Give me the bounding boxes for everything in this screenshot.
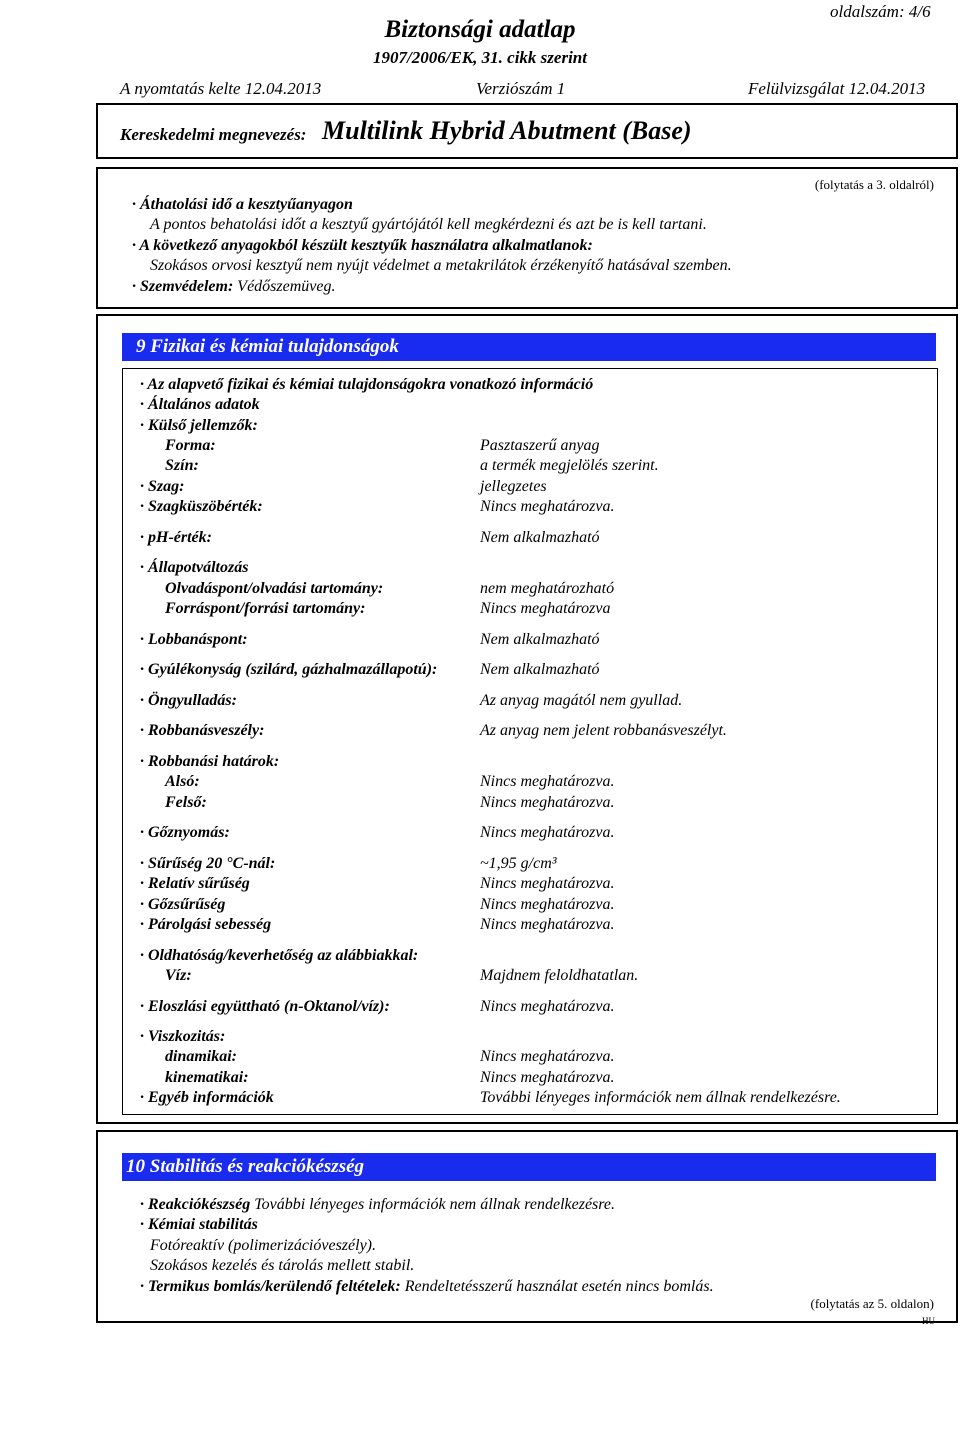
property-value: jellegzetes bbox=[480, 478, 547, 495]
property-value: Nincs meghatározva. bbox=[480, 498, 615, 515]
print-date: A nyomtatás kelte 12.04.2013 bbox=[120, 79, 322, 98]
property-value: Nem alkalmazható bbox=[480, 529, 600, 546]
continuation-from-note: (folytatás a 3. oldalról) bbox=[814, 177, 934, 192]
property-value: Nem alkalmazható bbox=[480, 661, 600, 678]
continuation-to-note: (folytatás az 5. oldalon) bbox=[810, 1296, 934, 1311]
chemical-stability-line1: Fotóreaktív (polimerizációveszély). bbox=[150, 1237, 376, 1254]
property-label: · Egyéb információk bbox=[140, 1089, 274, 1106]
property-label: dinamikai: bbox=[165, 1048, 238, 1065]
property-label: · Viszkozitás: bbox=[140, 1028, 226, 1045]
property-label: · Párolgási sebesség bbox=[140, 916, 272, 933]
property-label: Forma: bbox=[165, 437, 216, 454]
trade-name-label: Kereskedelmi megnevezés: bbox=[120, 125, 307, 144]
chemical-stability-label: · Kémiai stabilitás bbox=[140, 1216, 258, 1233]
revision-date: Felülvizsgálat 12.04.2013 bbox=[748, 79, 926, 98]
property-value: Nincs meghatározva. bbox=[480, 916, 615, 933]
property-label: · Állapotváltozás bbox=[140, 559, 249, 576]
unsuitable-title: · A következő anyagokból készült kesztyűk használatra alkalmatlanok: bbox=[132, 237, 593, 254]
property-label: Forráspont/forrási tartomány: bbox=[165, 600, 366, 617]
property-label: · pH-érték: bbox=[140, 529, 212, 546]
property-value: Nincs meghatározva. bbox=[480, 875, 615, 892]
property-value: nem meghatározható bbox=[480, 580, 615, 597]
property-label: · Szag: bbox=[140, 478, 185, 495]
property-label: · Gyúlékonyság (szilárd, gázhalmazállapotú): bbox=[140, 661, 438, 678]
property-value: Nincs meghatározva. bbox=[480, 896, 615, 913]
property-value: Nincs meghatározva. bbox=[480, 824, 615, 841]
property-value: Majdnem feloldhatatlan. bbox=[480, 967, 639, 984]
property-label: Víz: bbox=[165, 967, 192, 984]
property-label: Felső: bbox=[165, 794, 207, 811]
reactivity-row: · Reakciókészség További lényeges információk nem állnak rendelkezésre. bbox=[140, 1196, 615, 1213]
language-code: HU bbox=[922, 1316, 935, 1326]
property-label: · Általános adatok bbox=[140, 396, 260, 413]
property-label: · Öngyulladás: bbox=[140, 692, 237, 709]
property-label: · Relatív sűrűség bbox=[140, 875, 250, 892]
property-value: További lényeges információk nem állnak rendelkezésre. bbox=[480, 1089, 841, 1106]
property-value: ~1,95 g/cm³ bbox=[480, 855, 557, 872]
property-label: · Robbanásveszély: bbox=[140, 722, 265, 739]
property-value: Nincs meghatározva. bbox=[480, 773, 615, 790]
permeation-text: A pontos behatolási időt a kesztyű gyártójától kell megkérdezni és azt be is kell tartani. bbox=[150, 216, 707, 233]
property-label: Szín: bbox=[165, 457, 199, 474]
unsuitable-text: Szokásos orvosi kesztyű nem nyújt védelmet a metakrilátok érzékenyítő hatásával szemben. bbox=[150, 257, 732, 274]
property-value: Nincs meghatározva. bbox=[480, 998, 615, 1015]
property-label: · Eloszlási együttható (n-Oktanol/víz): bbox=[140, 998, 390, 1015]
eye-protection: · Szemvédelem: Védőszemüveg. bbox=[132, 278, 336, 295]
property-label: · Gőznyomás: bbox=[140, 824, 230, 841]
property-label: kinematikai: bbox=[165, 1069, 249, 1086]
property-value: Nincs meghatározva. bbox=[480, 1048, 615, 1065]
permeation-title: · Áthatolási idő a kesztyűanyagon bbox=[132, 196, 353, 213]
property-label: Alsó: bbox=[165, 773, 200, 790]
property-value: Az anyag magától nem gyullad. bbox=[480, 692, 683, 709]
property-value: Nincs meghatározva. bbox=[480, 794, 615, 811]
property-label: · Robbanási határok: bbox=[140, 753, 280, 770]
property-label: · Külső jellemzők: bbox=[140, 417, 258, 434]
property-value: Nincs meghatározva. bbox=[480, 1069, 615, 1086]
property-value: Nincs meghatározva bbox=[480, 600, 611, 617]
section10-title: 10 Stabilitás és reakciókészség bbox=[122, 1153, 936, 1181]
thermal-decomposition-row: · Termikus bomlás/kerülendő feltételek: Rendeltetésszerű használat esetén nincs bomlás. bbox=[140, 1278, 714, 1295]
property-value: a termék megjelölés szerint. bbox=[480, 457, 659, 474]
property-label: · Lobbanáspont: bbox=[140, 631, 248, 648]
page-number: oldalszám: 4/6 bbox=[830, 2, 931, 21]
trade-name-value: Multilink Hybrid Abutment (Base) bbox=[322, 116, 692, 145]
chemical-stability-line2: Szokásos kezelés és tárolás mellett stabil. bbox=[150, 1257, 415, 1274]
property-label: · Oldhatóság/keverhetőség az alábbiakkal: bbox=[140, 947, 419, 964]
section9-title: 9 Fizikai és kémiai tulajdonságok bbox=[122, 333, 936, 361]
document-regulation: 1907/2006/EK, 31. cikk szerint bbox=[373, 48, 587, 67]
property-label: · Szagküszöbérték: bbox=[140, 498, 263, 515]
property-value: Pasztaszerű anyag bbox=[480, 437, 600, 454]
property-label: Olvadáspont/olvadási tartomány: bbox=[165, 580, 384, 597]
property-value: Nem alkalmazható bbox=[480, 631, 600, 648]
property-value: Az anyag nem jelent robbanásveszélyt. bbox=[480, 722, 727, 739]
version-number: Verziószám 1 bbox=[476, 79, 566, 98]
document-title: Biztonsági adatlap bbox=[384, 16, 576, 43]
property-label: · Sűrűség 20 °C-nál: bbox=[140, 855, 276, 872]
property-label: · Gőzsűrűség bbox=[140, 896, 226, 913]
property-label: · Az alapvető fizikai és kémiai tulajdonságokra vonatkozó információ bbox=[140, 376, 594, 393]
